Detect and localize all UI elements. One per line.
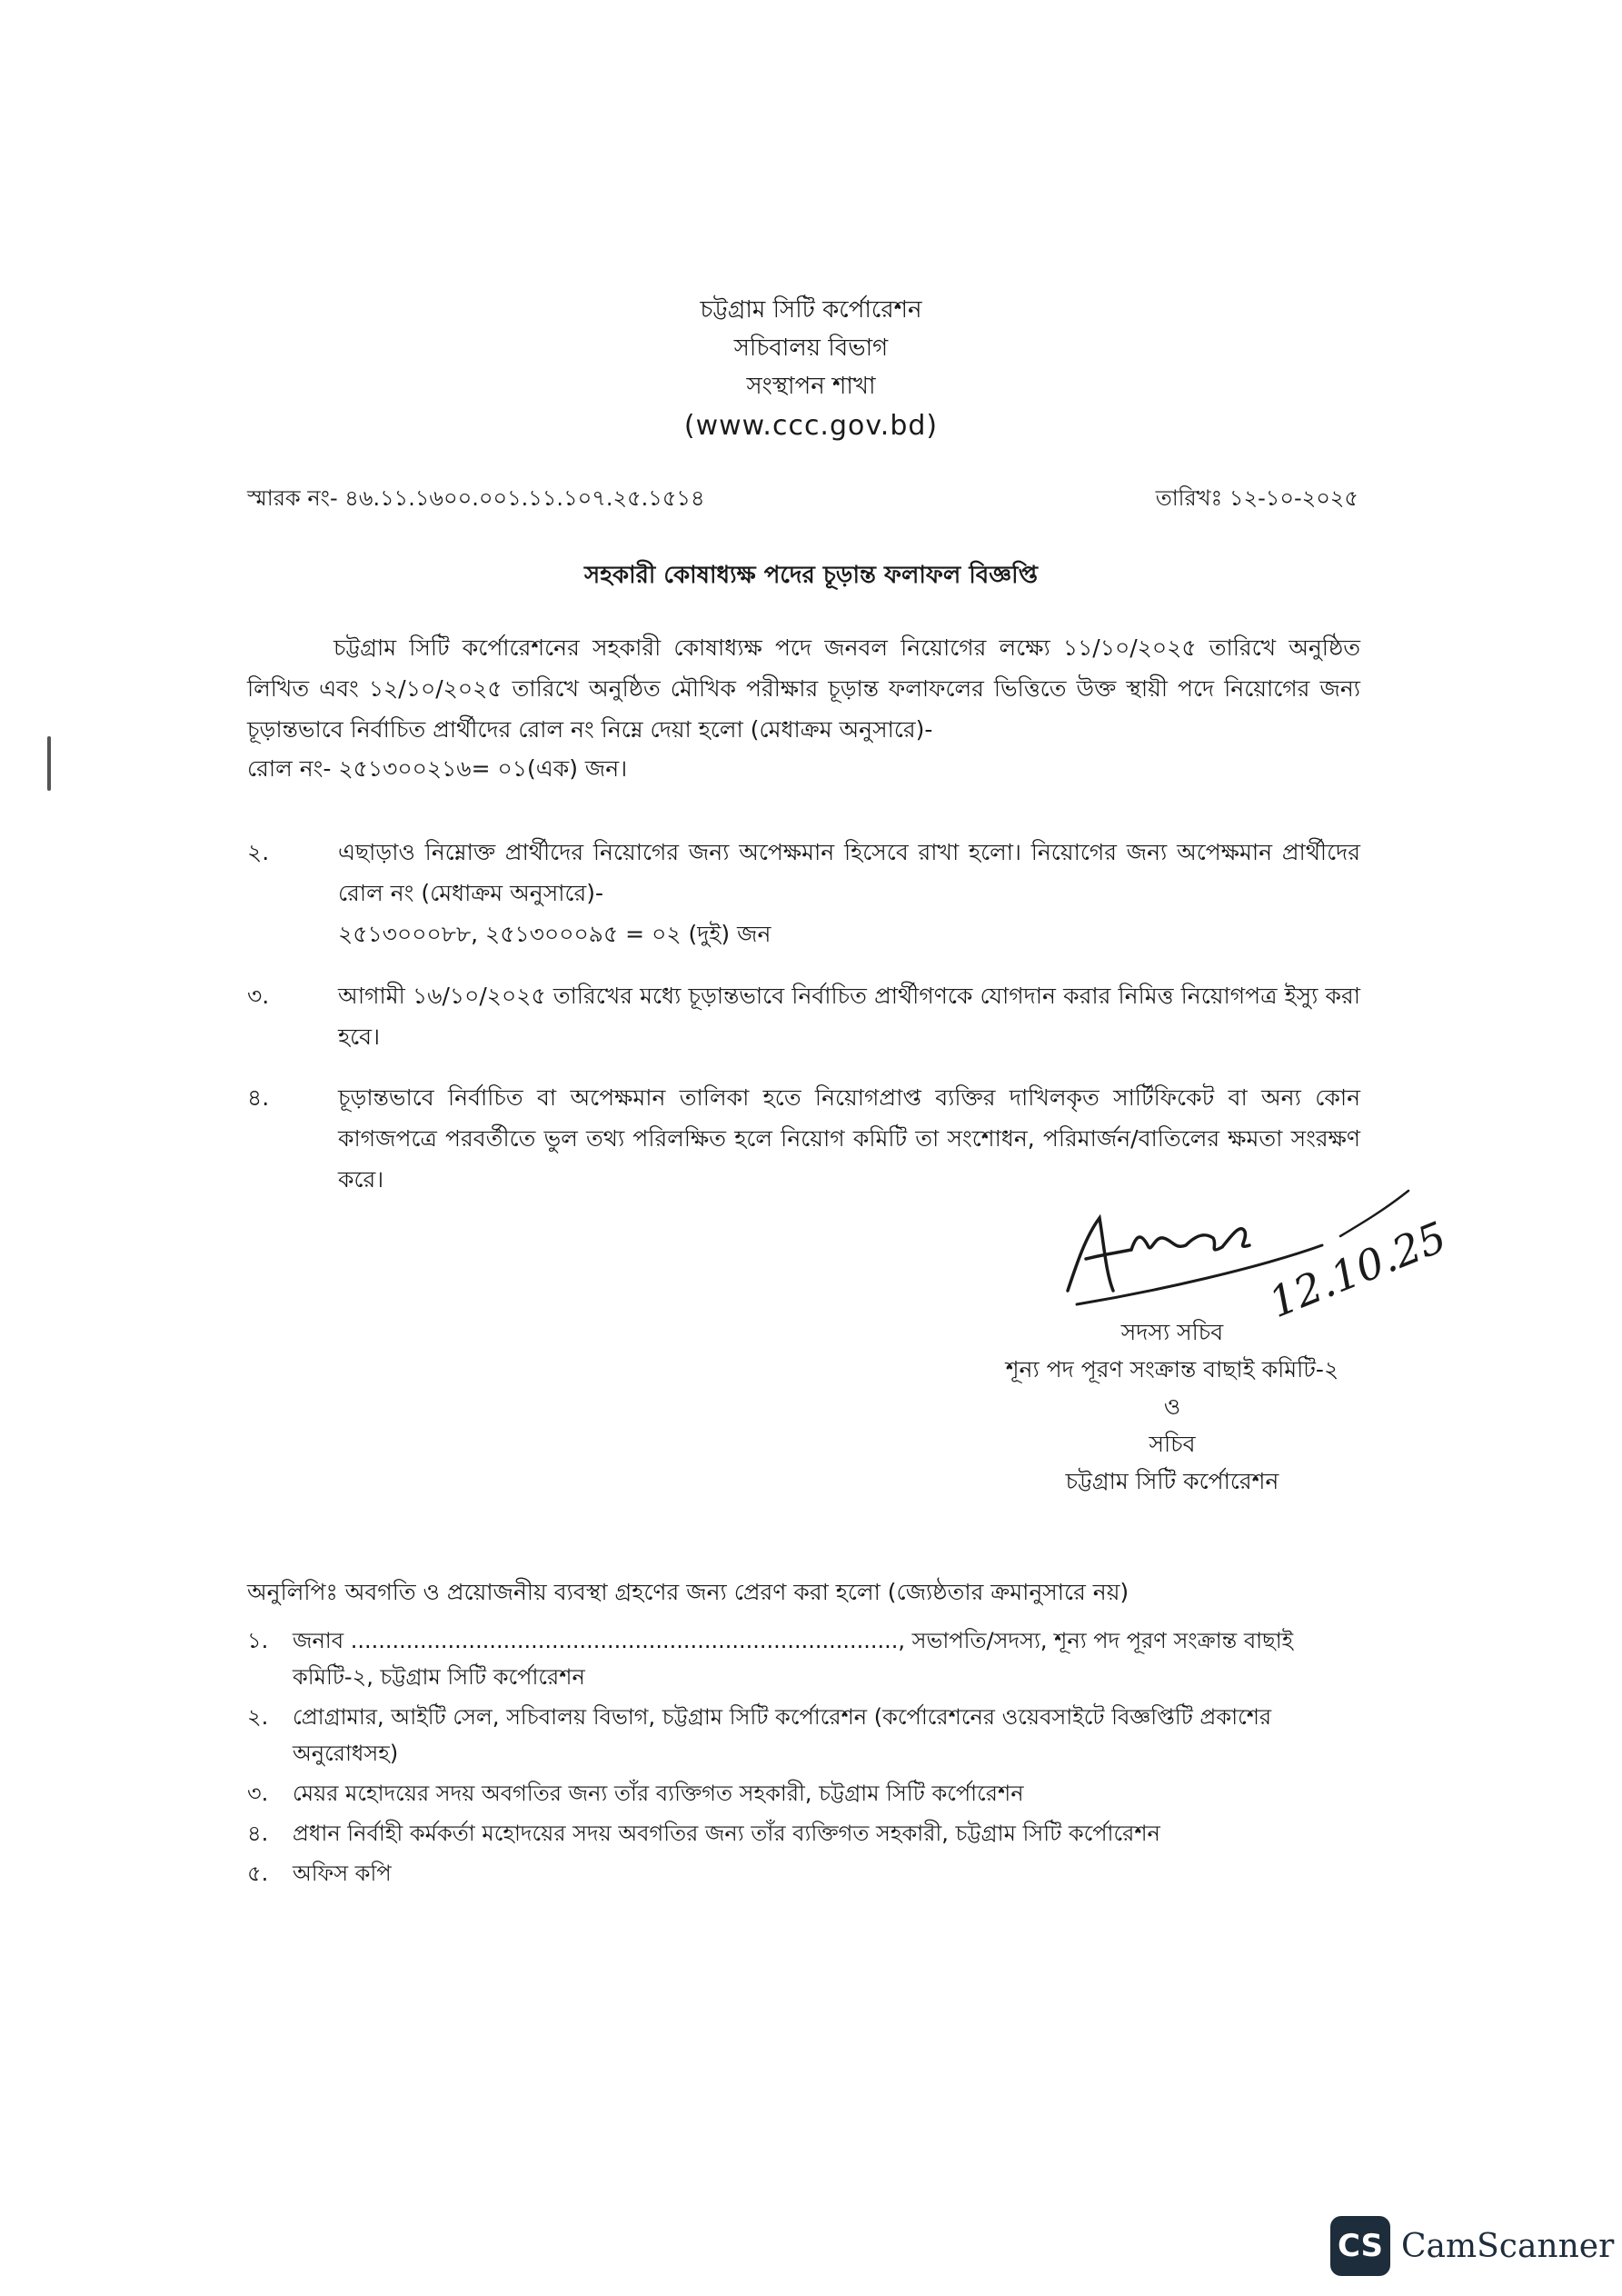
branch-name: সংস্থাপন শাখা: [746, 373, 876, 400]
list-item: [247, 1622, 1310, 1695]
camscanner-logo-icon: CS: [1330, 2216, 1390, 2276]
memo-number: স্মারক নং- ৪৬.১১.১৬০০.০০১.১১.১০৭.২৫.১৫১৪: [247, 485, 705, 511]
scan-artifact: [47, 736, 51, 791]
item-text: এছাড়াও নিম্নোক্ত প্রার্থীদের নিয়োগের জন্য অপেক্ষমান হিসেবে রাখা হলো। নিয়োগের জন্য অপেক্ষমান প্রার্থীদের রোল নং (মেধাক্রম অনুসারে)-: [338, 839, 1360, 906]
handwritten-signature: [1050, 1182, 1454, 1328]
list-item: [247, 1815, 1310, 1852]
cc-number: ৩.: [247, 1781, 269, 1806]
selected-roll-line: রোল নং- ২৫১৩০০২১৬= ০১(এক) জন।: [247, 755, 628, 782]
list-item-3: [247, 975, 1360, 1057]
signer-block: [945, 1313, 1399, 1500]
memo-date: তারিখঃ ১২-১০-২০২৫: [1155, 485, 1358, 511]
paragraph-1: [247, 627, 1360, 750]
cc-text: জনাব ..............................................................................., সভাপতি/সদস্য, শূন্য পদ পূরণ সংক্রান্ত বাছাই কমিটি-২, চট্টগ্রাম সিটি কর্পোরেশন: [293, 1628, 1294, 1690]
letterhead: [0, 291, 1622, 445]
copy-to-title: অনুলিপিঃ অবগতি ও প্রয়োজনীয় ব্যবস্থা গ্রহণের জন্য প্রেরণ করা হলো (জ্যেষ্ঠতার ক্রমানুসারে নয়): [247, 1579, 1129, 1605]
item-number: ২.: [247, 839, 270, 865]
waiting-roll-line: ২৫১৩০০০৮৮, ২৫১৩০০০৯৫ = ০২ (দুই) জন: [338, 921, 771, 947]
item-text: চূড়ান্তভাবে নির্বাচিত বা অপেক্ষমান তালিকা হতে নিয়োগপ্রাপ্ত ব্যক্তির দাখিলকৃত সার্টিফিকেট বা অন্য কোন কাগজপত্রে পরবর্তীতে ভুল তথ্য পরিলক্ষিত হলে নিয়োগ কমিটি তা সংশোধন, পরিমার্জন/বাতিলের ক্ষমতা সংরক্ষণ করে।: [338, 1084, 1360, 1193]
department-name: সচিবালয় বিভাগ: [733, 334, 889, 362]
signer-org: চট্টগ্রাম সিটি কর্পোরেশন: [1065, 1468, 1279, 1494]
cc-number: ৪.: [247, 1821, 269, 1846]
item-number: ৩.: [247, 983, 270, 1009]
camscanner-label: CamScanner: [1401, 2227, 1615, 2265]
website-url: (www.ccc.gov.bd): [683, 410, 939, 442]
cc-number: ১.: [247, 1628, 269, 1653]
signer-conjunction: ও: [1163, 1393, 1181, 1420]
camscanner-watermark: [1330, 2215, 1614, 2277]
cc-text: মেয়র মহোদয়ের সদয় অবগতির জন্য তাঁর ব্যক্তিগত সহকারী, চট্টগ্রাম সিটি কর্পোরেশন: [293, 1781, 1024, 1806]
cc-text: অফিস কপি: [293, 1861, 392, 1886]
notice-subject: সহকারী কোষাধ্যক্ষ পদের চূড়ান্ত ফলাফল বিজ্ঞপ্তি: [584, 562, 1038, 589]
paragraph-1-text: চট্টগ্রাম সিটি কর্পোরেশনের সহকারী কোষাধ্যক্ষ পদে জনবল নিয়োগের লক্ষ্যে ১১/১০/২০২৫ তারিখে অনুষ্ঠিত লিখিত এবং ১২/১০/২০২৫ তারিখে অনুষ্ঠিত মৌখিক পরীক্ষার চূড়ান্ত ফলাফলের ভিত্তিতে উক্ত স্থায়ী পদে নিয়োগের জন্য চূড়ান্তভাবে নির্বাচিত প্রার্থীদের রোল নং নিম্নে দেয়া হলো (মেধাক্রম অনুসারে)-: [247, 634, 1360, 743]
list-item: [247, 1699, 1310, 1772]
item-number: ৪.: [247, 1084, 270, 1111]
list-item-2: [247, 832, 1360, 954]
signer-role: সচিব: [1149, 1431, 1196, 1457]
org-name: চট্টগ্রাম সিটি কর্পোরেশন: [700, 296, 922, 324]
cc-text: প্রোগ্রামার, আইটি সেল, সচিবালয় বিভাগ, চট্টগ্রাম সিটি কর্পোরেশন (কর্পোরেশনের ওয়েবসাইটে বিজ্ঞপ্তিটি প্রকাশের অনুরোধসহ): [293, 1704, 1272, 1766]
cc-number: ৫.: [247, 1861, 269, 1886]
item-text: আগামী ১৬/১০/২০২৫ তারিখের মধ্যে চূড়ান্তভাবে নির্বাচিত প্রার্থীগণকে যোগদান করার নিমিত্ত নিয়োগপত্র ইস্যু করা হবে।: [338, 983, 1360, 1050]
copy-to-list: [247, 1622, 1310, 1895]
signer-committee: শূন্য পদ পূরণ সংক্রান্ত বাছাই কমিটি-২: [1005, 1356, 1339, 1383]
signer-title: সদস্য সচিব: [1120, 1319, 1224, 1345]
signature-date: 12.10.25: [1261, 1212, 1454, 1328]
cc-text: প্রধান নির্বাহী কর্মকর্তা মহোদয়ের সদয় অবগতির জন্য তাঁর ব্যক্তিগত সহকারী, চট্টগ্রাম সিটি কর্পোরেশন: [293, 1821, 1160, 1846]
list-item: [247, 1775, 1310, 1812]
list-item: [247, 1855, 1310, 1892]
cc-number: ২.: [247, 1704, 269, 1730]
